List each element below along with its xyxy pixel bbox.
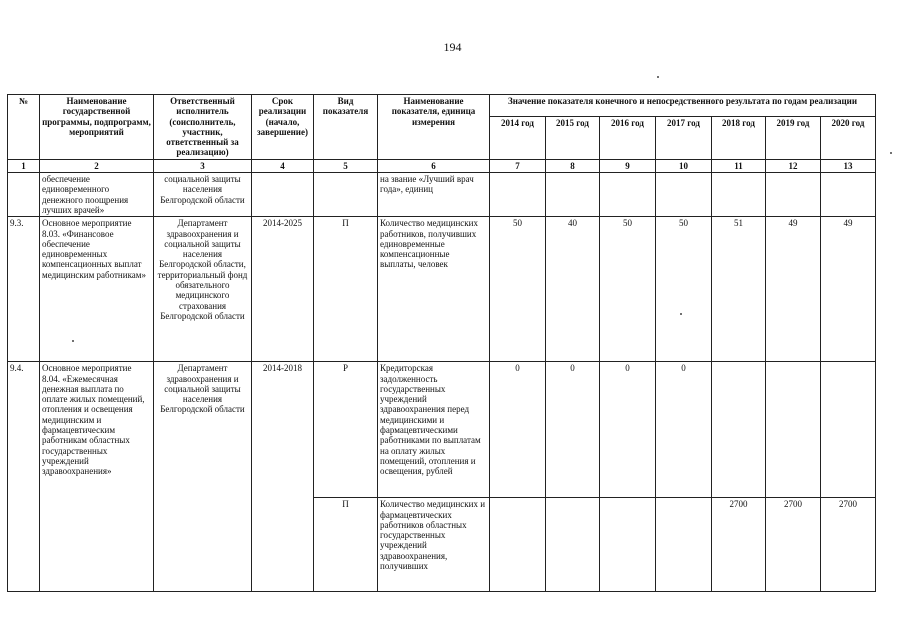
- header-year: 2016 год: [600, 117, 656, 160]
- column-number: 9: [600, 159, 656, 172]
- column-number: 7: [490, 159, 546, 172]
- row-value: [766, 173, 821, 217]
- scan-speck: [890, 152, 892, 154]
- row-value: [656, 498, 712, 592]
- column-number: 3: [154, 159, 252, 172]
- row-value: 0: [490, 362, 546, 498]
- row-value: [600, 173, 656, 217]
- row-value: [656, 173, 712, 217]
- row-value: [546, 498, 600, 592]
- table-row: [8, 173, 876, 217]
- header-year: 2017 год: [656, 117, 712, 160]
- column-number: 8: [546, 159, 600, 172]
- column-number-row: [8, 159, 876, 172]
- row-value: [712, 173, 766, 217]
- column-number: 13: [821, 159, 876, 172]
- row-number: 9.4.: [8, 362, 40, 592]
- header-col-indicator: Наименование показателя, единица измерения: [378, 95, 490, 160]
- row-value: 2700: [821, 498, 876, 592]
- header-year: 2020 год: [821, 117, 876, 160]
- column-number: 12: [766, 159, 821, 172]
- column-number: 2: [40, 159, 154, 172]
- row-value: [490, 498, 546, 592]
- column-number: 5: [314, 159, 378, 172]
- row-value: 40: [546, 217, 600, 362]
- row-value: 2700: [712, 498, 766, 592]
- scan-speck: [657, 76, 659, 78]
- row-value: [766, 362, 821, 498]
- row-value: 2700: [766, 498, 821, 592]
- row-indicator: на звание «Лучший врач года», единиц: [378, 173, 490, 217]
- indicator-table: [7, 94, 876, 592]
- row-value: 0: [656, 362, 712, 498]
- table-row: [8, 362, 876, 498]
- row-indicator: Количество медицинских работников, получивших единовременные компенсационные выплаты, человек: [378, 217, 490, 362]
- header-values-group: Значение показателя конечного и непосредственного результата по годам реализации: [490, 95, 876, 117]
- header-col-period: Срок реализации (начало, завершение): [252, 95, 314, 160]
- header-year: 2019 год: [766, 117, 821, 160]
- header-col-number: №: [8, 95, 40, 160]
- page-number: 194: [443, 40, 462, 54]
- row-program-name: Основное мероприятие 8.03. «Финансовое обеспечение единовременных компенсационных выплат медицинским работникам»: [40, 217, 154, 362]
- row-value: 50: [656, 217, 712, 362]
- row-executor: Департамент здравоохранения и социальной защиты населения Белгородской области: [154, 362, 252, 592]
- header-row: [8, 95, 876, 117]
- row-value: [490, 173, 546, 217]
- table-row: [8, 217, 876, 362]
- row-value: 49: [821, 217, 876, 362]
- row-value: [600, 498, 656, 592]
- row-value: 50: [600, 217, 656, 362]
- row-period: [252, 173, 314, 217]
- row-type: [314, 173, 378, 217]
- row-value: 0: [546, 362, 600, 498]
- row-value: [712, 362, 766, 498]
- column-number: 6: [378, 159, 490, 172]
- row-value: [821, 362, 876, 498]
- row-type: П: [314, 217, 378, 362]
- row-period: 2014-2025: [252, 217, 314, 362]
- row-period: 2014-2018: [252, 362, 314, 592]
- row-type: Р: [314, 362, 378, 498]
- row-executor: социальной защиты населения Белгородской области: [154, 173, 252, 217]
- row-value: 51: [712, 217, 766, 362]
- row-type: П: [314, 498, 378, 592]
- row-value: 49: [766, 217, 821, 362]
- column-number: 4: [252, 159, 314, 172]
- header-year: 2018 год: [712, 117, 766, 160]
- column-number: 1: [8, 159, 40, 172]
- column-number: 11: [712, 159, 766, 172]
- row-number: 9.3.: [8, 217, 40, 362]
- row-value: 0: [600, 362, 656, 498]
- row-executor: Департамент здравоохранения и социальной защиты населения Белгородской области, территориальный фонд обязательного медицинского страхования Белгородской области: [154, 217, 252, 362]
- header-year: 2015 год: [546, 117, 600, 160]
- row-value: [546, 173, 600, 217]
- row-program-name: Основное мероприятие 8.04. «Ежемесячная денежная выплата по оплате жилых помещений, отопления и освещения медицинским и фармацевтическим работникам областных государственных учреждений здравоохранения»: [40, 362, 154, 592]
- row-value: 50: [490, 217, 546, 362]
- header-col-executor: Ответственный исполнитель (соисполнитель, участник, ответственный за реализацию): [154, 95, 252, 160]
- row-indicator: Количество медицинских и фармацевтических работников областных государственных учреждений здравоохранения, получивших: [378, 498, 490, 592]
- row-indicator: Кредиторская задолженность государственных учреждений здравоохранения перед медицинскими и фармацевтическими работниками по выплатам на оплату жилых помещений, отопления и освещения, рублей: [378, 362, 490, 498]
- header-col-type: Вид показателя: [314, 95, 378, 160]
- column-number: 10: [656, 159, 712, 172]
- row-program-name: обеспечение единовременного денежного поощрения лучших врачей»: [40, 173, 154, 217]
- header-year: 2014 год: [490, 117, 546, 160]
- header-col-program: Наименование государственной программы, подпрограмм, мероприятий: [40, 95, 154, 160]
- row-value: [821, 173, 876, 217]
- row-number: [8, 173, 40, 217]
